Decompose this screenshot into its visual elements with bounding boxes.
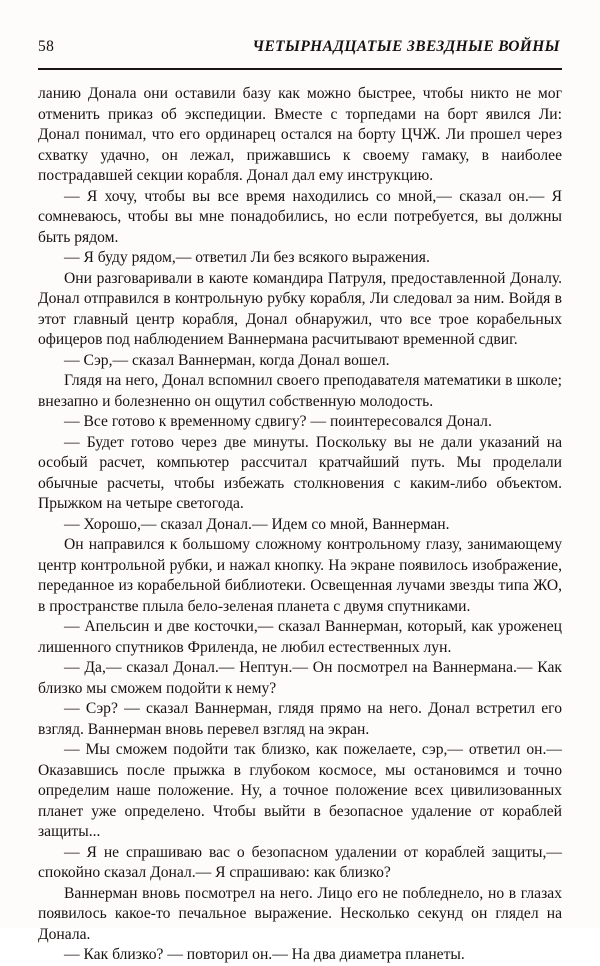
paragraph: ланию Донала они оставили базу как можно быстрее, чтобы никто не мог отменить приказ об экспедиции. Вместе с торпедами на борт явился Ли: Донал понимал, что его ординарец остался на борту ЦЧЖ. Ли прошел через схватку удачно, он лежал, прижавшись к своему гамаку, в наиболее пострадавшей секции корабля. Донал дал ему инструкцию. <box>38 85 562 184</box>
paragraph: — Сэр? — сказал Ваннерман, глядя прямо на него. Донал встретил его взгляд. Ваннерман вновь перевел взгляд на экран. <box>38 700 562 738</box>
paragraph: Они разговаривали в каюте командира Патруля, предоставленной Доналу. Донал отправился в контрольную рубку корабля, Ли следовал за ним. Войдя в этот главный центр корабля, Донал обнаружил, что все трое корабельных офицеров под наблюдением Ваннермана расчитывают временной сдвиг. <box>38 269 562 348</box>
header-divider <box>38 68 562 70</box>
page-number: 58 <box>38 38 55 55</box>
body-text <box>38 84 562 966</box>
paragraph: — Мы сможем подойти так близко, как пожелаете, сэр,— ответил он.— Оказавшись после прыжка в глубоком космосе, мы остановимся и точно определим наше положение. Ну, а точное положение всех цивилизованных планет уже определено. Чтобы выйти в безопасное удаление от кораблей защиты... <box>38 741 562 840</box>
paragraph: — Я не спрашиваю вас о безопасном удалении от кораблей защиты,— спокойно сказал Донал.— Я спрашиваю: как близко? <box>38 843 562 881</box>
page-header <box>38 38 562 64</box>
paragraph: Глядя на него, Донал вспомнил своего преподавателя математики в школе; внезапно и болезненно он ощутил собственную молодость. <box>38 372 562 410</box>
paragraph: — Хорошо,— сказал Донал.— Идем со мной, Ваннерман. <box>64 515 450 533</box>
paragraph: — Будет готово через две минуты. Поскольку вы не дали указаний на особый расчет, компьютер рассчитал кратчайший путь. Мы проделали обычные расчеты, чтобы избежать столкновения с каким-либо объектом. Прыжком на четыре светогода. <box>38 433 562 512</box>
running-title: ЧЕТЫРНАДЦАТЫЕ ЗВЕЗДНЫЕ ВОЙНЫ <box>252 38 560 55</box>
paragraph: — Я хочу, чтобы вы все время находились со мной,— сказал он.— Я сомневаюсь, чтобы вы мне понадобились, но если потребуется, вы должны быть рядом. <box>38 187 562 246</box>
paragraph: — Сэр,— сказал Ваннерман, когда Донал вошел. <box>64 351 390 369</box>
paragraph: — Все готово к временному сдвигу? — поинтересовался Донал. <box>64 413 492 430</box>
paragraph: — Апельсин и две косточки,— сказал Ваннерман, который, как уроженец лишенного спутников Фриленда, не любил естественных лун. <box>38 618 562 656</box>
paragraph: Он направился к большому сложному контрольному глазу, занимающему центр контрольной рубки, и нажал кнопку. На экране появилось изображение, переданное из корабельной библиотеки. Освещенная лучами звезды типа ЖО, в пространстве плыла бело-зеленая планета с двумя спутниками. <box>38 536 562 615</box>
paragraph: — Как близко? — повторил он.— На два диаметра планеты. <box>64 946 465 963</box>
page-content <box>38 38 562 966</box>
paragraph: Ваннерман вновь посмотрел на него. Лицо его не побледнело, но в глазах появилось какое-то печальное выражение. Несколько секунд он глядел на Донала. <box>38 884 562 943</box>
paragraph: — Да,— сказал Донал.— Нептун.— Он посмотрел на Ваннермана.— Как близко мы сможем подойти к нему? <box>38 659 562 697</box>
paragraph: — Я буду рядом,— ответил Ли без всякого выражения. <box>64 249 430 266</box>
